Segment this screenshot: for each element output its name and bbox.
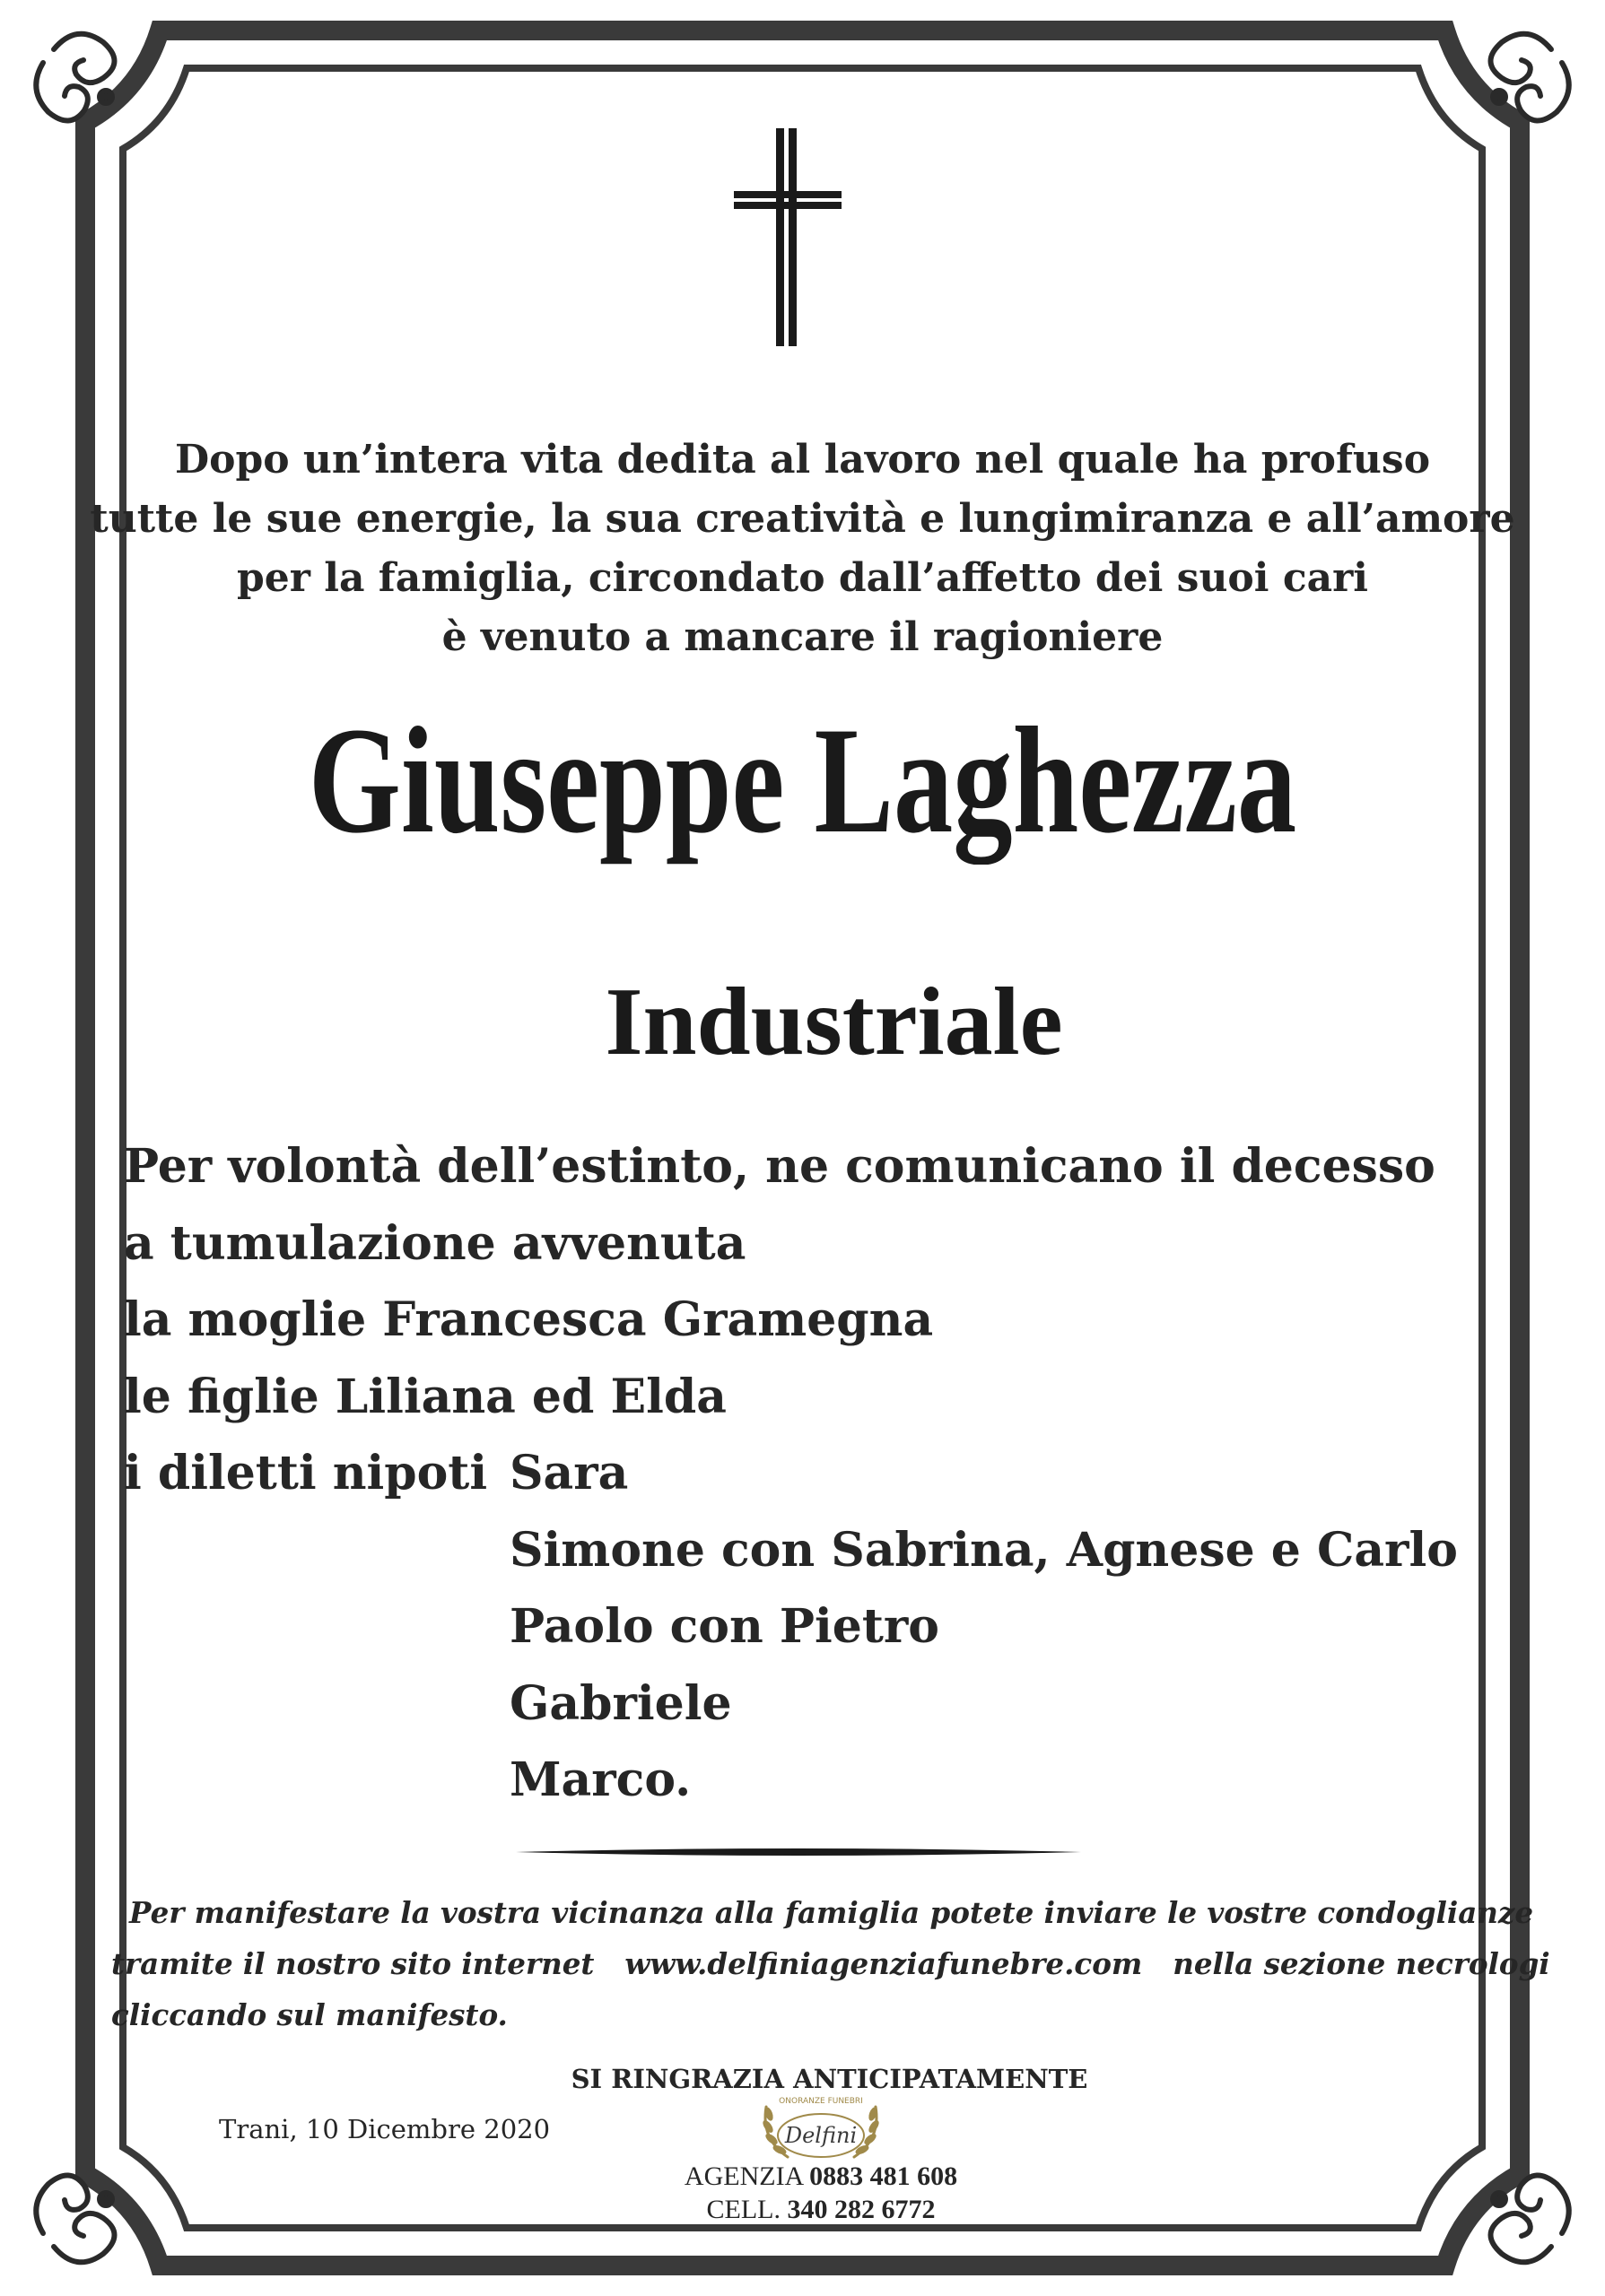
grandchild-name: Marco. xyxy=(510,1752,692,1807)
agency-phone: 0883 481 608 xyxy=(809,2161,958,2191)
grandchild-name: Simone con Sabrina, Agnese e Carlo xyxy=(510,1522,1458,1578)
condolence-line: tramite il nostro sito internet www.delfiniagenziafunebre.com nella sezione necrologi xyxy=(111,1946,1550,1981)
agency-mobile-label: CELL. xyxy=(706,2195,781,2224)
intro-paragraph xyxy=(90,430,1515,667)
cross-icon xyxy=(734,128,842,346)
logo-caption: ONORANZE FUNEBRI xyxy=(779,2097,863,2106)
announcement-line: Per volontà dell’estinto, ne comunicano il decesso xyxy=(124,1139,1435,1194)
thanks-line: SI RINGRAZIA ANTICIPATAMENTE xyxy=(571,2064,1088,2094)
intro-line: per la famiglia, circondato dall’affetto dei suoi cari xyxy=(236,555,1369,601)
grandchild-name: Gabriele xyxy=(510,1675,732,1731)
intro-line: tutte le sue energie, la sua creatività e lungimiranza e all’amore xyxy=(90,496,1515,542)
deceased-profession: Industriale xyxy=(605,969,1063,1075)
agency-mobile-row xyxy=(628,2193,1014,2226)
announcement-line: le figlie Liliana ed Elda xyxy=(124,1369,727,1424)
logo-name: Delfini xyxy=(784,2123,858,2148)
grandchild-name: Sara xyxy=(510,1446,629,1500)
intro-line: Dopo un’intera vita dedita al lavoro nel quale ha profuso xyxy=(174,437,1431,483)
agency-contacts xyxy=(628,2160,1014,2226)
condolence-note xyxy=(111,1887,1550,2040)
grandchildren-row xyxy=(124,1435,1458,1512)
agency-phone-label: AGENZIA xyxy=(684,2161,803,2191)
grandchildren-label: i diletti nipoti xyxy=(124,1446,488,1500)
divider xyxy=(516,1847,1081,1857)
place-date: Trani, 10 Dicembre 2020 xyxy=(219,2114,551,2144)
agency-mobile: 340 282 6772 xyxy=(787,2195,936,2224)
condolence-line: cliccando sul manifesto. xyxy=(111,1997,508,2032)
condolence-line: Per manifestare la vostra vicinanza alla famiglia potete inviare le vostre condoglianze xyxy=(129,1895,1534,1930)
announcement-line: a tumulazione avvenuta xyxy=(124,1215,746,1271)
deceased-name: Giuseppe Laghezza xyxy=(308,696,1297,865)
grandchild-name: Paolo con Pietro xyxy=(510,1599,939,1654)
intro-line: è venuto a mancare il ragioniere xyxy=(441,614,1164,660)
announcement-line: la moglie Francesca Gramegna xyxy=(124,1292,934,1347)
agency-logo xyxy=(736,2085,906,2170)
family-announcement xyxy=(124,1128,1458,1819)
agency-phone-row xyxy=(628,2160,1014,2193)
